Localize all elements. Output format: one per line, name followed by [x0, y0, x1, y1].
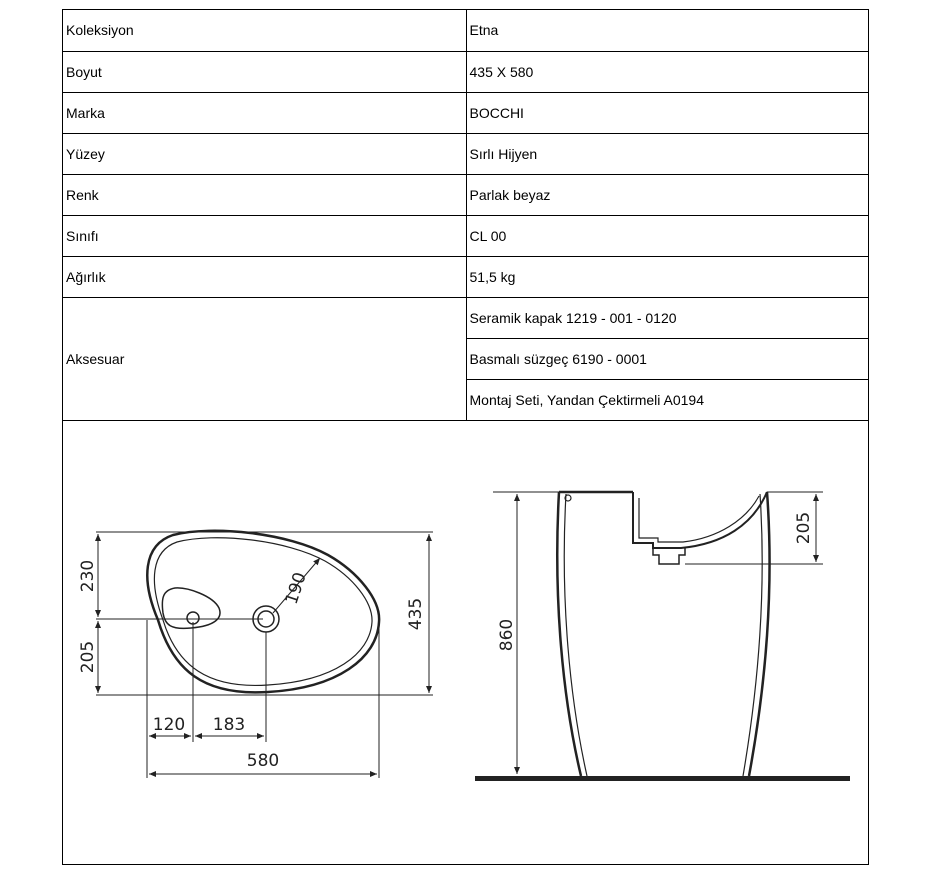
dim-height: 860	[497, 618, 517, 652]
table-row	[63, 133, 868, 174]
spec-table	[63, 10, 868, 421]
spec-value: BOCCHI	[466, 92, 868, 133]
floor-line	[475, 776, 850, 781]
dim-bowl-depth: 205	[794, 511, 814, 545]
spec-label: Boyut	[63, 51, 466, 92]
table-row	[63, 256, 868, 297]
spec-label: Koleksiyon	[63, 10, 466, 51]
dim-left-lower: 205	[78, 640, 98, 674]
bowl-section	[633, 492, 767, 548]
drain-pipe	[653, 548, 685, 564]
spec-sheet	[62, 9, 869, 865]
technical-drawings	[63, 430, 868, 864]
spec-value: 435 X 580	[466, 51, 868, 92]
table-row	[63, 10, 868, 51]
spec-value: Sırlı Hijyen	[466, 133, 868, 174]
spec-value: Etna	[466, 10, 868, 51]
dim-right: 435	[406, 597, 426, 631]
pedestal-inner	[564, 494, 762, 776]
accessories-label: Aksesuar	[63, 297, 466, 420]
spec-label: Marka	[63, 92, 466, 133]
dim-left-upper: 230	[78, 559, 98, 593]
spec-value: CL 00	[466, 215, 868, 256]
dim-radius: 190	[281, 569, 311, 607]
table-row	[63, 51, 868, 92]
spec-label: Yüzey	[63, 133, 466, 174]
dim-bottom-left: 120	[152, 715, 186, 735]
spec-value: Parlak beyaz	[466, 174, 868, 215]
dim-bottom-mid: 183	[212, 715, 246, 735]
table-row	[63, 92, 868, 133]
table-row	[63, 174, 868, 215]
overflow-outline	[162, 588, 220, 629]
spec-value: 51,5 kg	[466, 256, 868, 297]
side-view-drawing	[475, 492, 850, 781]
pedestal-outline	[557, 492, 769, 776]
accessory-item: Montaj Seti, Yandan Çektirmeli A0194	[466, 379, 868, 420]
spec-label: Sınıfı	[63, 215, 466, 256]
accessory-item: Seramik kapak 1219 - 001 - 0120	[466, 297, 868, 338]
top-view-drawing	[78, 531, 433, 778]
table-row	[63, 215, 868, 256]
dim-bottom-total: 580	[246, 751, 280, 771]
table-row	[63, 297, 868, 338]
spec-label: Renk	[63, 174, 466, 215]
accessory-item: Basmalı süzgeç 6190 - 0001	[466, 338, 868, 379]
spec-label: Ağırlık	[63, 256, 466, 297]
